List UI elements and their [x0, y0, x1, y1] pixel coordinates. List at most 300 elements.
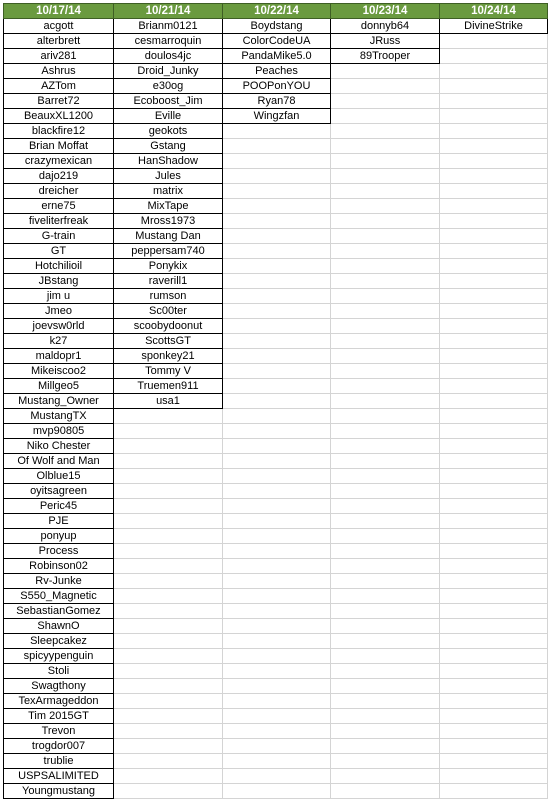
username-cell[interactable]: Of Wolf and Man [4, 454, 114, 469]
table-body [4, 19, 548, 799]
username-cell[interactable]: Barret72 [4, 94, 114, 109]
username-cell[interactable]: trogdor007 [4, 739, 114, 754]
empty-cell[interactable] [440, 79, 548, 94]
empty-cell[interactable] [223, 499, 331, 514]
empty-cell[interactable] [223, 754, 331, 769]
empty-cell[interactable] [440, 94, 548, 109]
empty-cell[interactable] [331, 469, 440, 484]
empty-cell[interactable] [223, 124, 331, 139]
empty-cell[interactable] [114, 499, 223, 514]
username-cell[interactable]: PandaMike5.0 [223, 49, 331, 64]
empty-cell[interactable] [440, 259, 548, 274]
empty-cell[interactable] [440, 529, 548, 544]
username-cell[interactable]: matrix [114, 184, 223, 199]
empty-cell[interactable] [223, 199, 331, 214]
table-row [4, 64, 548, 79]
empty-cell[interactable] [223, 589, 331, 604]
empty-cell[interactable] [331, 349, 440, 364]
username-cell[interactable]: Droid_Junky [114, 64, 223, 79]
empty-cell[interactable] [223, 469, 331, 484]
username-cell[interactable]: ColorCodeUA [223, 34, 331, 49]
username-cell[interactable]: DivineStrike [440, 19, 548, 34]
empty-cell[interactable] [440, 619, 548, 634]
empty-cell[interactable] [114, 544, 223, 559]
table-row [4, 574, 548, 589]
empty-cell[interactable] [440, 784, 548, 799]
username-cell[interactable]: G-train [4, 229, 114, 244]
empty-cell[interactable] [114, 529, 223, 544]
username-cell[interactable]: joevsw0rld [4, 319, 114, 334]
table-row [4, 544, 548, 559]
username-cell[interactable]: POOPonYOU [223, 79, 331, 94]
empty-cell[interactable] [114, 679, 223, 694]
empty-cell[interactable] [223, 334, 331, 349]
empty-cell[interactable] [440, 574, 548, 589]
empty-cell[interactable] [440, 154, 548, 169]
table-row [4, 274, 548, 289]
empty-cell[interactable] [114, 754, 223, 769]
column-header-date[interactable]: 10/23/14 [331, 4, 440, 19]
username-cell[interactable]: Jules [114, 169, 223, 184]
empty-cell[interactable] [331, 289, 440, 304]
empty-cell[interactable] [223, 259, 331, 274]
empty-cell[interactable] [331, 94, 440, 109]
empty-cell[interactable] [223, 634, 331, 649]
username-cell[interactable]: Tommy V [114, 364, 223, 379]
empty-cell[interactable] [223, 694, 331, 709]
empty-cell[interactable] [440, 544, 548, 559]
column-header-date[interactable]: 10/21/14 [114, 4, 223, 19]
username-cell[interactable]: Mustang Dan [114, 229, 223, 244]
empty-cell[interactable] [440, 694, 548, 709]
username-cell[interactable]: Sleepcakez [4, 634, 114, 649]
username-cell[interactable]: AZTom [4, 79, 114, 94]
username-cell[interactable]: Sc00ter [114, 304, 223, 319]
empty-cell[interactable] [223, 409, 331, 424]
empty-cell[interactable] [331, 424, 440, 439]
username-cell[interactable]: Boydstang [223, 19, 331, 34]
username-cell[interactable]: 89Trooper [331, 49, 440, 64]
empty-cell[interactable] [331, 574, 440, 589]
empty-cell[interactable] [114, 694, 223, 709]
empty-cell[interactable] [114, 484, 223, 499]
username-cell[interactable]: Millgeo5 [4, 379, 114, 394]
empty-cell[interactable] [223, 289, 331, 304]
username-cell[interactable]: SebastianGomez [4, 604, 114, 619]
username-cell[interactable]: scoobydoonut [114, 319, 223, 334]
empty-cell[interactable] [223, 769, 331, 784]
username-cell[interactable]: Ecoboost_Jim [114, 94, 223, 109]
username-cell[interactable]: Ryan78 [223, 94, 331, 109]
empty-cell[interactable] [223, 184, 331, 199]
empty-cell[interactable] [223, 529, 331, 544]
username-cell[interactable]: Hotchilioil [4, 259, 114, 274]
table-row [4, 514, 548, 529]
username-cell[interactable]: S550_Magnetic [4, 589, 114, 604]
table-row [4, 334, 548, 349]
table-row [4, 184, 548, 199]
empty-cell[interactable] [223, 664, 331, 679]
empty-cell[interactable] [440, 679, 548, 694]
empty-cell[interactable] [223, 619, 331, 634]
empty-cell[interactable] [331, 634, 440, 649]
username-cell[interactable]: trublie [4, 754, 114, 769]
empty-cell[interactable] [223, 394, 331, 409]
empty-cell[interactable] [114, 574, 223, 589]
table-row [4, 619, 548, 634]
username-cell[interactable]: Gstang [114, 139, 223, 154]
username-cell[interactable]: cesmarroquin [114, 34, 223, 49]
empty-cell[interactable] [331, 529, 440, 544]
empty-cell[interactable] [114, 424, 223, 439]
empty-cell[interactable] [223, 784, 331, 799]
username-cell[interactable]: spicyypenguin [4, 649, 114, 664]
table-row [4, 649, 548, 664]
username-cell[interactable]: doulos4jc [114, 49, 223, 64]
username-cell[interactable]: ariv281 [4, 49, 114, 64]
empty-cell[interactable] [114, 619, 223, 634]
table-row [4, 124, 548, 139]
empty-cell[interactable] [223, 379, 331, 394]
empty-cell[interactable] [331, 739, 440, 754]
empty-cell[interactable] [440, 379, 548, 394]
empty-cell[interactable] [440, 454, 548, 469]
empty-cell[interactable] [331, 499, 440, 514]
header-row [4, 4, 548, 19]
table-row [4, 364, 548, 379]
username-cell[interactable]: donnyb64 [331, 19, 440, 34]
username-cell[interactable]: usa1 [114, 394, 223, 409]
empty-cell[interactable] [440, 769, 548, 784]
empty-cell[interactable] [440, 709, 548, 724]
table-row [4, 694, 548, 709]
empty-cell[interactable] [331, 514, 440, 529]
empty-cell[interactable] [331, 454, 440, 469]
username-cell[interactable]: MixTape [114, 199, 223, 214]
empty-cell[interactable] [331, 784, 440, 799]
username-cell[interactable]: Rv-Junke [4, 574, 114, 589]
empty-cell[interactable] [223, 154, 331, 169]
empty-cell[interactable] [440, 484, 548, 499]
table-row [4, 109, 548, 124]
empty-cell[interactable] [440, 559, 548, 574]
empty-cell[interactable] [440, 334, 548, 349]
username-cell[interactable]: acgott [4, 19, 114, 34]
empty-cell[interactable] [114, 724, 223, 739]
empty-cell[interactable] [331, 124, 440, 139]
empty-cell[interactable] [440, 184, 548, 199]
empty-cell[interactable] [223, 139, 331, 154]
empty-cell[interactable] [331, 664, 440, 679]
username-cell[interactable]: Ponykix [114, 259, 223, 274]
empty-cell[interactable] [114, 664, 223, 679]
username-cell[interactable]: Mross1973 [114, 214, 223, 229]
empty-cell[interactable] [223, 544, 331, 559]
username-cell[interactable]: ShawnO [4, 619, 114, 634]
username-cell[interactable]: Wingzfan [223, 109, 331, 124]
table-row [4, 259, 548, 274]
empty-cell[interactable] [114, 709, 223, 724]
empty-cell[interactable] [331, 199, 440, 214]
empty-cell[interactable] [440, 439, 548, 454]
empty-cell[interactable] [440, 724, 548, 739]
username-cell[interactable]: blackfire12 [4, 124, 114, 139]
empty-cell[interactable] [331, 109, 440, 124]
username-cell[interactable]: HanShadow [114, 154, 223, 169]
table-row [4, 709, 548, 724]
empty-cell[interactable] [114, 784, 223, 799]
empty-cell[interactable] [114, 634, 223, 649]
username-cell[interactable]: dreicher [4, 184, 114, 199]
username-cell[interactable]: k27 [4, 334, 114, 349]
empty-cell[interactable] [440, 469, 548, 484]
empty-cell[interactable] [223, 319, 331, 334]
username-cell[interactable]: Peric45 [4, 499, 114, 514]
table-row [4, 484, 548, 499]
empty-cell[interactable] [331, 274, 440, 289]
table-row [4, 409, 548, 424]
empty-cell[interactable] [223, 679, 331, 694]
empty-cell[interactable] [331, 64, 440, 79]
empty-cell[interactable] [114, 514, 223, 529]
username-cell[interactable]: Peaches [223, 64, 331, 79]
empty-cell[interactable] [331, 439, 440, 454]
empty-cell[interactable] [331, 649, 440, 664]
empty-cell[interactable] [440, 169, 548, 184]
table-row [4, 559, 548, 574]
empty-cell[interactable] [331, 409, 440, 424]
empty-cell[interactable] [114, 469, 223, 484]
empty-cell[interactable] [331, 544, 440, 559]
empty-cell[interactable] [223, 349, 331, 364]
empty-cell[interactable] [440, 274, 548, 289]
empty-cell[interactable] [114, 439, 223, 454]
empty-cell[interactable] [331, 559, 440, 574]
table-row [4, 349, 548, 364]
empty-cell[interactable] [223, 454, 331, 469]
empty-cell[interactable] [114, 559, 223, 574]
table-row [4, 19, 548, 34]
empty-cell[interactable] [114, 739, 223, 754]
empty-cell[interactable] [331, 169, 440, 184]
empty-cell[interactable] [223, 604, 331, 619]
username-cell[interactable]: Mikeiscoo2 [4, 364, 114, 379]
username-cell[interactable]: Olblue15 [4, 469, 114, 484]
empty-cell[interactable] [440, 214, 548, 229]
table-row [4, 94, 548, 109]
username-cell[interactable]: GT [4, 244, 114, 259]
username-cell[interactable]: rumson [114, 289, 223, 304]
username-cell[interactable]: maldopr1 [4, 349, 114, 364]
empty-cell[interactable] [440, 634, 548, 649]
username-cell[interactable]: TexArmageddon [4, 694, 114, 709]
username-cell[interactable]: Stoli [4, 664, 114, 679]
username-cell[interactable]: Eville [114, 109, 223, 124]
empty-cell[interactable] [223, 304, 331, 319]
empty-cell[interactable] [223, 574, 331, 589]
empty-cell[interactable] [114, 409, 223, 424]
column-header-date[interactable]: 10/22/14 [223, 4, 331, 19]
username-cell[interactable]: geokots [114, 124, 223, 139]
empty-cell[interactable] [440, 124, 548, 139]
username-cell[interactable]: Process [4, 544, 114, 559]
empty-cell[interactable] [440, 514, 548, 529]
empty-cell[interactable] [223, 364, 331, 379]
table-row [4, 34, 548, 49]
empty-cell[interactable] [223, 709, 331, 724]
empty-cell[interactable] [440, 109, 548, 124]
empty-cell[interactable] [440, 409, 548, 424]
empty-cell[interactable] [223, 274, 331, 289]
table-row [4, 589, 548, 604]
username-cell[interactable]: e30og [114, 79, 223, 94]
empty-cell[interactable] [223, 169, 331, 184]
empty-cell[interactable] [223, 439, 331, 454]
empty-cell[interactable] [331, 214, 440, 229]
username-cell[interactable]: BeauxXL1200 [4, 109, 114, 124]
empty-cell[interactable] [440, 649, 548, 664]
empty-cell[interactable] [440, 424, 548, 439]
username-cell[interactable]: Tim 2015GT [4, 709, 114, 724]
empty-cell[interactable] [440, 754, 548, 769]
username-cell[interactable]: fiveliterfreak [4, 214, 114, 229]
empty-cell[interactable] [440, 664, 548, 679]
empty-cell[interactable] [440, 319, 548, 334]
username-cell[interactable]: Niko Chester [4, 439, 114, 454]
empty-cell[interactable] [440, 739, 548, 754]
empty-cell[interactable] [331, 709, 440, 724]
empty-cell[interactable] [223, 229, 331, 244]
username-cell[interactable]: MustangTX [4, 409, 114, 424]
username-cell[interactable]: JBstang [4, 274, 114, 289]
empty-cell[interactable] [440, 244, 548, 259]
column-header-date[interactable]: 10/24/14 [440, 4, 548, 19]
username-cell[interactable]: Trevon [4, 724, 114, 739]
empty-cell[interactable] [331, 334, 440, 349]
table-row [4, 679, 548, 694]
empty-cell[interactable] [440, 589, 548, 604]
empty-cell[interactable] [331, 229, 440, 244]
username-cell[interactable]: dajo219 [4, 169, 114, 184]
table-row [4, 304, 548, 319]
empty-cell[interactable] [223, 484, 331, 499]
empty-cell[interactable] [440, 499, 548, 514]
empty-cell[interactable] [331, 679, 440, 694]
username-cell[interactable]: crazymexican [4, 154, 114, 169]
username-cell[interactable]: mvp90805 [4, 424, 114, 439]
username-cell[interactable]: Brian Moffat [4, 139, 114, 154]
empty-cell[interactable] [440, 49, 548, 64]
table-row [4, 199, 548, 214]
empty-cell[interactable] [331, 304, 440, 319]
empty-cell[interactable] [114, 649, 223, 664]
empty-cell[interactable] [440, 199, 548, 214]
table-row [4, 154, 548, 169]
empty-cell[interactable] [331, 379, 440, 394]
table-row [4, 784, 548, 799]
empty-cell[interactable] [223, 424, 331, 439]
empty-cell[interactable] [440, 289, 548, 304]
empty-cell[interactable] [331, 154, 440, 169]
empty-cell[interactable] [223, 739, 331, 754]
empty-cell[interactable] [331, 184, 440, 199]
empty-cell[interactable] [114, 769, 223, 784]
empty-cell[interactable] [114, 604, 223, 619]
empty-cell[interactable] [440, 364, 548, 379]
username-cell[interactable]: peppersam740 [114, 244, 223, 259]
empty-cell[interactable] [331, 319, 440, 334]
table-row [4, 754, 548, 769]
username-cell[interactable]: Brianm0121 [114, 19, 223, 34]
empty-cell[interactable] [331, 694, 440, 709]
username-cell[interactable]: oyitsagreen [4, 484, 114, 499]
username-cell[interactable]: ScottsGT [114, 334, 223, 349]
empty-cell[interactable] [331, 589, 440, 604]
username-cell[interactable]: Truemen911 [114, 379, 223, 394]
empty-cell[interactable] [440, 229, 548, 244]
username-cell[interactable]: PJE [4, 514, 114, 529]
username-cell[interactable]: Mustang_Owner [4, 394, 114, 409]
username-cell[interactable]: raverill1 [114, 274, 223, 289]
username-cell[interactable]: Youngmustang [4, 784, 114, 799]
empty-cell[interactable] [331, 769, 440, 784]
username-cell[interactable]: JRuss [331, 34, 440, 49]
empty-cell[interactable] [223, 559, 331, 574]
empty-cell[interactable] [440, 349, 548, 364]
empty-cell[interactable] [440, 604, 548, 619]
username-cell[interactable]: Ashrus [4, 64, 114, 79]
empty-cell[interactable] [440, 34, 548, 49]
empty-cell[interactable] [331, 139, 440, 154]
username-cell[interactable]: alterbrett [4, 34, 114, 49]
empty-cell[interactable] [440, 64, 548, 79]
empty-cell[interactable] [223, 244, 331, 259]
empty-cell[interactable] [223, 724, 331, 739]
empty-cell[interactable] [440, 139, 548, 154]
empty-cell[interactable] [331, 484, 440, 499]
username-cell[interactable]: erne75 [4, 199, 114, 214]
empty-cell[interactable] [440, 304, 548, 319]
table-row [4, 499, 548, 514]
username-cell[interactable]: Jmeo [4, 304, 114, 319]
empty-cell[interactable] [331, 724, 440, 739]
empty-cell[interactable] [223, 514, 331, 529]
username-cell[interactable]: Robinson02 [4, 559, 114, 574]
username-cell[interactable]: sponkey21 [114, 349, 223, 364]
empty-cell[interactable] [331, 364, 440, 379]
username-cell[interactable]: jim u [4, 289, 114, 304]
username-cell[interactable]: Swagthony [4, 679, 114, 694]
empty-cell[interactable] [223, 214, 331, 229]
username-cell[interactable]: ponyup [4, 529, 114, 544]
empty-cell[interactable] [331, 619, 440, 634]
empty-cell[interactable] [331, 604, 440, 619]
empty-cell[interactable] [331, 754, 440, 769]
table-row [4, 739, 548, 754]
empty-cell[interactable] [331, 394, 440, 409]
empty-cell[interactable] [114, 454, 223, 469]
table-row [4, 664, 548, 679]
table-row [4, 214, 548, 229]
empty-cell[interactable] [440, 394, 548, 409]
empty-cell[interactable] [331, 79, 440, 94]
column-header-date[interactable]: 10/17/14 [4, 4, 114, 19]
empty-cell[interactable] [114, 589, 223, 604]
empty-cell[interactable] [331, 244, 440, 259]
username-cell[interactable]: USPSALIMITED [4, 769, 114, 784]
empty-cell[interactable] [331, 259, 440, 274]
empty-cell[interactable] [223, 649, 331, 664]
